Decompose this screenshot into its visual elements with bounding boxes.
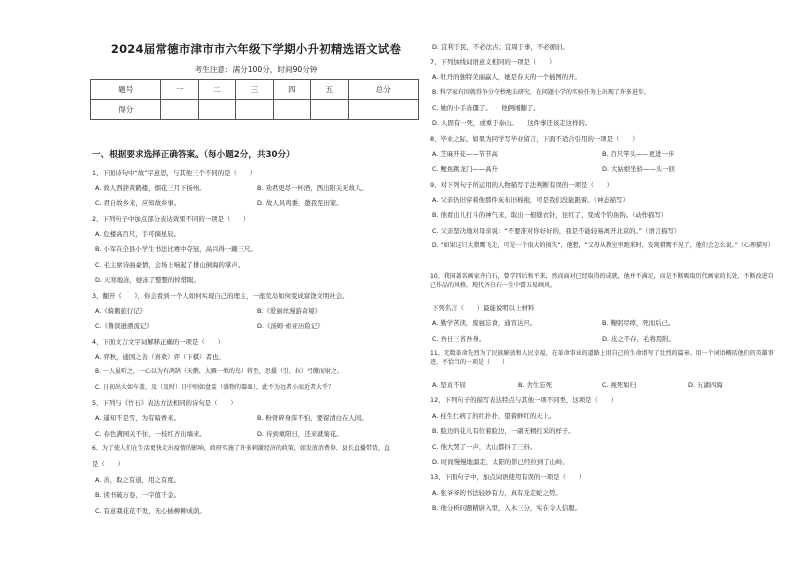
option-line: C. 鲤鱼跳龙门——高升 bbox=[432, 165, 499, 173]
option-line: B. 读书破万卷，一字值千金。 bbox=[95, 491, 181, 499]
option-line: D. 宜利于民，不必法古；宜周于事，不必循旧。 bbox=[432, 43, 569, 51]
header-cell: 五 bbox=[311, 80, 348, 100]
option-line: B. 鞠躬尽瘁，死而后已。 bbox=[602, 319, 675, 327]
option-line: C. 视死如归 bbox=[602, 381, 637, 389]
score-table-score-row bbox=[91, 100, 419, 120]
question-line: 11、无数革命先烈为了民族解放和人民幸福，在革命事业的道路上用自己的生命谱写了壮烈的篇章。用一个词语概括他们的英雄事迹，不恰当的一项是（ ） bbox=[430, 350, 774, 366]
option-line: A. 弈秋，通国之善（喜欢）弈（下棋）者也。 bbox=[95, 353, 225, 361]
question-line: 4、下面文言文字词解释正确的一项是（ ） bbox=[92, 338, 224, 346]
option-line: A. 故人西辞黄鹤楼，烟花三月下扬州。 bbox=[95, 184, 206, 192]
score-cell bbox=[348, 100, 419, 120]
option-line: D.《汤姆·索亚历险记》 bbox=[257, 322, 324, 330]
option-line: D. 大姑娘坐轿——头一回 bbox=[602, 165, 675, 173]
option-line: B. 小军在全县小学生书法比赛中夺冠，高兴得一蹦三尺。 bbox=[95, 245, 257, 253]
option-line: B. 他分析问题精辟入里，入木三分，实在令人信服。 bbox=[432, 504, 582, 512]
option-line: A. 张爷爷的书法轻妙有力，真有龙走蛇之势。 bbox=[432, 489, 562, 497]
question-line: 13、下面句子中，加点词语使用有误的一项是（ ） bbox=[430, 473, 586, 481]
row-label-cell: 得分 bbox=[91, 100, 161, 120]
option-line: B. 脸边的花儿有位着脸边，一副无精打采的样子。 bbox=[432, 427, 575, 435]
score-table-header-row bbox=[91, 80, 419, 100]
question-line: 7、下列加线词语意义相同的一项是（ ） bbox=[430, 58, 556, 66]
option-line: C. 春色满园关不住，一枝红杏出墙来。 bbox=[95, 430, 206, 438]
section-heading: 一、根据要求选择正确答案。（每小题2分，共30分） bbox=[92, 150, 295, 160]
option-line: B. 百尺竿头——更进一步 bbox=[602, 150, 675, 158]
option-line: B.《爱丽丝漫游奇境》 bbox=[257, 307, 321, 315]
score-cell bbox=[273, 100, 310, 120]
option-line: B. 他看出儿打斗的神气来，取出一根缝衣针，往红了，变成个钓鱼钩。（动作描写） bbox=[432, 211, 668, 219]
option-line: A. 牡丹的独特美丽赢人，她是春天的一个插图的开。 bbox=[432, 73, 581, 81]
header-cell: 三 bbox=[236, 80, 273, 100]
option-line: A. 善，取之有道，用之有度。 bbox=[95, 476, 181, 484]
option-line: C. 她的小手冻僵了。 他俩闹翻了。 bbox=[432, 104, 540, 112]
option-line: C. 父亲坚决地对母亲说：“不要准对你好好的，我是不能轻易离开北京的。”（语言描写） bbox=[432, 227, 681, 235]
option-line: C. 君自故乡来，应知故乡事。 bbox=[95, 199, 181, 207]
question-line: 12、下列句子的描写表达特点与其他一项不同类，这项是（ ） bbox=[430, 396, 618, 404]
question-line: 2、下列句子中加点部分表达效果不同的一项是（ ） bbox=[92, 215, 250, 223]
option-line: A. 勤学苦读，废寝忘食，通宵达旦。 bbox=[432, 319, 537, 327]
option-line: C. 日初出大如车盖，及（及时）日中则如盘盂（盛物的器皿），此不为远者小而近者大乎？ bbox=[95, 384, 335, 391]
option-line: D. 五湖四海 bbox=[688, 381, 723, 389]
score-cell bbox=[198, 100, 235, 120]
option-line: B. 一人虽听之，一心以为有鸿鹄（天鹅，大雁一类的鸟）将至，思援（引，拉）弓缴而射之。 bbox=[95, 368, 343, 375]
exam-notice: 考生注意：满分100分，时间90分钟 bbox=[194, 65, 318, 74]
question-line: 8、毕业之际，如果为同学写毕业留言，下面不适合引用的一项是（ ） bbox=[430, 135, 639, 143]
score-cell bbox=[161, 100, 198, 120]
header-cell: 一 bbox=[161, 80, 198, 100]
option-line: C. 吾日三省吾身。 bbox=[432, 335, 486, 343]
option-line: D. 待到重阳日，还来就菊花。 bbox=[257, 430, 343, 438]
option-line: A. 危楼高百尺，手可摘星辰。 bbox=[95, 230, 181, 238]
question-line: 是（ ） bbox=[92, 460, 124, 468]
option-line: A. 父亲仍旧穿着他那件灰布旧棉袍，可是我们没能跟着。（神态描写） bbox=[432, 196, 629, 204]
option-line: D. 时间慢慢地溜走，太阳的影已经拉到了山岭。 bbox=[432, 458, 569, 466]
score-table bbox=[90, 79, 419, 120]
option-line: D. “如果这只大猎鹰飞走，可是一个很大的损失”，他想，“父母从教室里跑来时，发现猎鹰不见了，他们会怎么说。”（心理描写） bbox=[432, 242, 774, 249]
option-line: A. 坚贞不屈 bbox=[432, 381, 466, 389]
score-cell bbox=[311, 100, 348, 120]
option-line: D. 皮之不存，毛将焉附。 bbox=[602, 335, 675, 343]
option-line: C. 有意栽花花不发，无心插柳柳成荫。 bbox=[95, 507, 206, 515]
option-line: A. 遥知不是雪，为有暗香来。 bbox=[95, 414, 181, 422]
option-line: D. 故人具鸡黍，邀我至田家。 bbox=[257, 199, 343, 207]
option-line: B. 舍生忘死 bbox=[518, 381, 553, 389]
question-line: 1、下面诗句中“故”字意思，与其他三个不同的是（ ） bbox=[92, 169, 257, 177]
option-line: C.《鲁滨逊漂流记》 bbox=[95, 322, 153, 330]
header-cell: 总分 bbox=[348, 80, 419, 100]
option-line: B. 劝君更尽一杯酒，西出阳关无故人。 bbox=[257, 184, 368, 192]
question-line: 3、翻开《 》，你会看到一个人如何实现自己的理主，一座荒岛如何变成富饶文明社会。 bbox=[92, 292, 349, 300]
question-line: 10、我国著名画家齐白石，曾学四后和平来，然而面对已经取得的成就，他并不满足，而是不断吸取历代画家的长处，不断改进自己作品的风格。现代齐白石一生中曾五易画风。 bbox=[430, 273, 774, 289]
option-line: B. 粉骨碎身浑不怕，要留清白在人间。 bbox=[257, 414, 368, 422]
question-line: 下列名言（ ）最能说明以上材料 bbox=[432, 304, 535, 312]
option-line: A.《骑鹅旅行记》 bbox=[95, 307, 147, 315]
option-line: C. 他大哭了一声，大山都抖了三抖。 bbox=[432, 443, 537, 451]
question-line: 5、下列与《竹石》表达方法相同的诗句是（ ） bbox=[92, 399, 237, 407]
header-cell: 四 bbox=[273, 80, 310, 100]
exam-title: 2024届常德市津市市六年级下学期小升初精选语文试卷 bbox=[110, 42, 402, 56]
question-line: 9、对下列句子所运用的人物描写手法判断有误的一项是（ ） bbox=[430, 181, 614, 189]
option-line: A. 桂生仁病了的红扑扑，望着鲜红的天上。 bbox=[432, 412, 556, 420]
score-cell bbox=[236, 100, 273, 120]
header-cell: 题号 bbox=[91, 80, 161, 100]
option-line: B. 科学家有因就得争分夺秒地去研究，在问题小学的实验任务上出现了许多进步。 bbox=[432, 89, 650, 96]
option-line: D. 天寒地冻，她冻了整整的悼惜眼。 bbox=[95, 276, 200, 284]
header-cell: 二 bbox=[198, 80, 235, 100]
option-line: C. 毛主席诗曲豪情，会场上响起了排山倒海的掌声。 bbox=[95, 261, 245, 269]
option-line: D. 人固有一死，或重于泰山。 这件事还该走这样的。 bbox=[432, 119, 592, 127]
option-line: A. 芝麻开花——节节高 bbox=[432, 150, 498, 158]
question-line: 6、为了使人们在生活更快走出疫情的影响，政府实施了许多刺激经济的政策，如发放消费券、县长直播带货，直 bbox=[92, 445, 390, 452]
